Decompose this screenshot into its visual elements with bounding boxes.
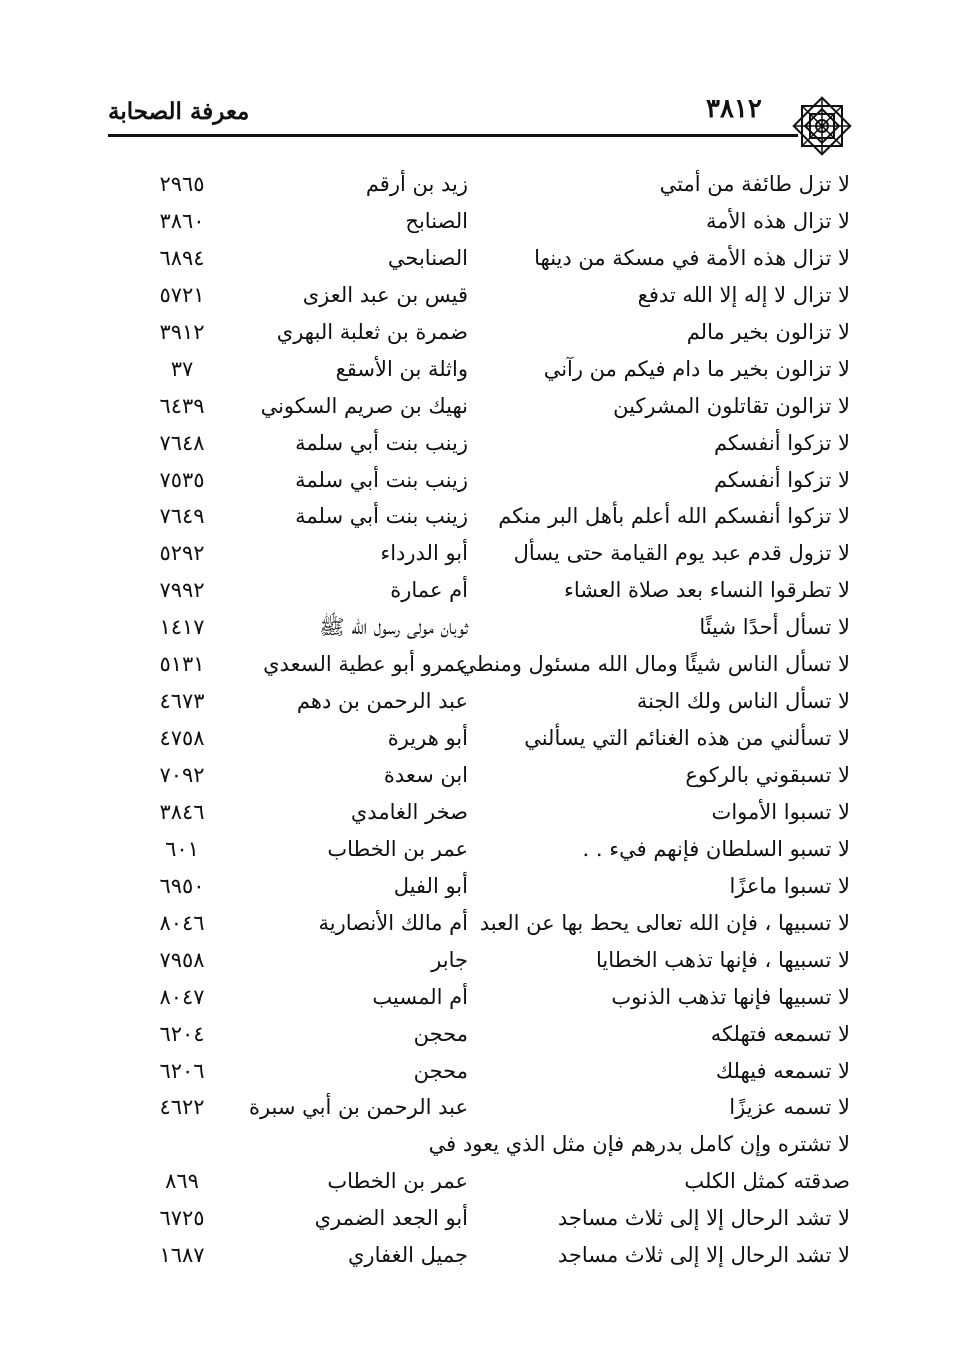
hadith-text: لا تسبيها ، فإنها تذهب الخطايا bbox=[595, 947, 850, 972]
reference-number: ٤٦٢٢ bbox=[159, 1095, 205, 1120]
hadith-text: لا تطرقوا النساء بعد صلاة العشاء bbox=[563, 578, 850, 603]
list-item bbox=[108, 979, 850, 1016]
reference-number: ٦٠١ bbox=[165, 836, 199, 861]
hadith-text: لا تسأل الناس شيئًا ومال الله مسئول ومنطي bbox=[459, 652, 850, 677]
narrator-name: واثلة بن الأسقع bbox=[335, 356, 468, 381]
list-item bbox=[108, 535, 850, 572]
reference-number: ١٦٨٧ bbox=[159, 1243, 205, 1268]
hadith-text: لا تسبو السلطان فإنهم فيء . . bbox=[582, 836, 850, 861]
reference-number: ٧٩٥٨ bbox=[159, 947, 205, 972]
reference-number: ٣٨٤٦ bbox=[159, 799, 205, 824]
header-rule bbox=[108, 134, 798, 137]
list-item bbox=[108, 794, 850, 831]
narrator-name: جابر bbox=[431, 947, 468, 972]
narrator-name: أبو هريرة bbox=[387, 726, 468, 751]
reference-number: ٥٢٩٢ bbox=[159, 541, 205, 566]
narrator-name: أم عمارة bbox=[390, 578, 468, 603]
hadith-text: لا تزال هذه الأمة bbox=[706, 208, 850, 233]
list-item bbox=[108, 572, 850, 609]
list-item bbox=[108, 831, 850, 868]
reference-number: ٨٠٤٧ bbox=[159, 984, 205, 1009]
reference-number: ٦٩٥٠ bbox=[159, 873, 205, 898]
narrator-name: محجن bbox=[413, 1058, 468, 1083]
list-item bbox=[108, 1163, 850, 1200]
narrator-name: زيد بن أرقم bbox=[365, 172, 468, 196]
hadith-text: لا تسألني من هذه الغنائم التي يسألني bbox=[524, 726, 850, 751]
list-item bbox=[108, 388, 850, 425]
narrator-name: عمر بن الخطاب bbox=[327, 836, 468, 861]
reference-number: ٧٥٣٥ bbox=[159, 467, 205, 492]
hadith-text: لا تسأل الناس ولك الجنة bbox=[636, 689, 850, 714]
reference-number: ٦٢٠٦ bbox=[159, 1058, 205, 1083]
narrator-name: جميل الغفاري bbox=[347, 1243, 468, 1268]
reference-number: ٧٦٤٨ bbox=[159, 430, 205, 455]
narrator-name: قيس بن عبد العزى bbox=[302, 282, 468, 307]
reference-number: ٧٦٤٩ bbox=[159, 504, 205, 529]
list-item bbox=[108, 498, 850, 535]
reference-number: ٤٦٧٣ bbox=[159, 689, 205, 714]
list-item bbox=[108, 683, 850, 720]
reference-number: ٦٧٢٥ bbox=[159, 1206, 205, 1231]
list-item bbox=[108, 1089, 850, 1126]
reference-number: ٦٢٠٤ bbox=[159, 1021, 205, 1046]
narrator-name: الصنابح bbox=[405, 208, 468, 233]
narrator-name: نهيك بن صريم السكوني bbox=[260, 393, 468, 418]
narrator-name: زينب بنت أبي سلمة bbox=[295, 430, 468, 455]
list-item bbox=[108, 868, 850, 905]
reference-number: ٤٧٥٨ bbox=[159, 726, 205, 751]
reference-number: ٥١٣١ bbox=[159, 652, 205, 677]
reference-number: ٣٨٦٠ bbox=[159, 208, 205, 233]
hadith-text: لا تسبوا ماعزًا bbox=[729, 873, 850, 898]
hadith-text: لا تزال لا إله إلا الله تدفع bbox=[637, 282, 850, 307]
list-item bbox=[108, 277, 850, 314]
list-item bbox=[108, 1237, 850, 1274]
hadith-text: لا تسأل أحدًا شيئًا bbox=[699, 615, 850, 640]
list-item bbox=[108, 646, 850, 683]
narrator-name: الصنابحي bbox=[387, 245, 468, 270]
narrator-name: أم مالك الأنصارية bbox=[318, 910, 468, 935]
page-number: ٣٨١٢ bbox=[706, 94, 762, 124]
list-item bbox=[108, 203, 850, 240]
hadith-text: لا تزالون تقاتلون المشركين bbox=[613, 393, 850, 418]
list-item bbox=[108, 240, 850, 277]
list-item bbox=[108, 1126, 850, 1163]
hadith-text: لا تزل طائفة من أمتي bbox=[659, 172, 850, 196]
reference-number: ٥٧٢١ bbox=[159, 282, 205, 307]
hadith-text: لا تسبيها ، فإن الله تعالى يحط بها عن العبد bbox=[479, 910, 850, 935]
narrator-name: عبد الرحمن بن أبي سبرة bbox=[248, 1095, 468, 1120]
narrator-name: أبو الفيل bbox=[393, 873, 468, 898]
ornament-icon bbox=[788, 92, 856, 160]
hadith-text: لا تسبيها فإنها تذهب الذنوب bbox=[611, 984, 850, 1009]
list-item bbox=[108, 314, 850, 351]
hadith-text: لا تشد الرحال إلا إلى ثلاث مساجد bbox=[557, 1243, 850, 1268]
list-item bbox=[108, 1016, 850, 1053]
list-item bbox=[108, 351, 850, 388]
narrator-name: ابن سعدة bbox=[383, 763, 468, 787]
reference-number: ٣٧ bbox=[170, 356, 194, 381]
page-header bbox=[108, 92, 856, 162]
list-item bbox=[108, 757, 850, 794]
hadith-text: صدقته كمثل الكلب bbox=[684, 1169, 850, 1194]
hadith-text: لا تسمعه فتهلكه bbox=[710, 1021, 850, 1046]
list-item bbox=[108, 425, 850, 462]
reference-number: ١٤١٧ bbox=[159, 615, 205, 640]
narrator-name: ضمرة بن ثعلبة البهري bbox=[276, 319, 468, 344]
reference-number: ٧٩٩٢ bbox=[159, 578, 205, 603]
list-item bbox=[108, 1053, 850, 1090]
list-item bbox=[108, 609, 850, 646]
list-item bbox=[108, 942, 850, 979]
narrator-name: عبد الرحمن بن دهم bbox=[296, 689, 468, 714]
reference-number: ٦٨٩٤ bbox=[159, 245, 205, 270]
hadith-text: لا تسبوا الأموات bbox=[711, 799, 850, 824]
hadith-text: لا تزالون بخير مالم bbox=[686, 319, 850, 344]
list-item bbox=[108, 720, 850, 757]
hadith-text: لا تزال هذه الأمة في مسكة من دينها bbox=[534, 245, 850, 270]
hadith-text: لا تزكوا أنفسكم bbox=[713, 430, 850, 455]
list-item bbox=[108, 462, 850, 499]
hadith-text: لا تسمعه فيهلك bbox=[715, 1058, 850, 1083]
hadith-text: لا تزالون بخير ما دام فيكم من رآني bbox=[543, 356, 850, 381]
narrator-name: ثوبان مولى رسول الله ﷺ bbox=[319, 615, 468, 640]
hadith-text: لا تزكوا أنفسكم الله أعلم بأهل البر منكم bbox=[498, 504, 850, 529]
hadith-text: لا تسبقوني بالركوع bbox=[685, 763, 850, 787]
hadith-text: لا تسمه عزيزًا bbox=[729, 1095, 850, 1120]
list-item bbox=[108, 905, 850, 942]
hadith-text: لا تشد الرحال إلا إلى ثلاث مساجد bbox=[557, 1206, 850, 1231]
narrator-name: أم المسيب bbox=[372, 984, 468, 1009]
reference-number: ٦٤٣٩ bbox=[159, 393, 205, 418]
narrator-name: زينب بنت أبي سلمة bbox=[295, 504, 468, 529]
book-title: معرفة الصحابة bbox=[108, 98, 250, 125]
reference-number: ٨٠٤٦ bbox=[159, 910, 205, 935]
list-item bbox=[108, 166, 850, 203]
reference-number: ٨٦٩ bbox=[165, 1169, 199, 1194]
narrator-name: عمرو أبو عطية السعدي bbox=[263, 652, 468, 677]
reference-number: ٢٩٦٥ bbox=[159, 172, 205, 196]
hadith-text: لا تشتره وإن كامل بدرهم فإن مثل الذي يعود في bbox=[428, 1132, 850, 1157]
narrator-name: أبو الدرداء bbox=[380, 541, 468, 566]
entries-list bbox=[108, 166, 850, 1274]
hadith-text: لا تزكوا أنفسكم bbox=[713, 467, 850, 492]
list-item bbox=[108, 1200, 850, 1237]
reference-number: ٧٠٩٢ bbox=[159, 763, 205, 787]
narrator-name: أبو الجعد الضمري bbox=[314, 1206, 468, 1231]
narrator-name: صخر الغامدي bbox=[350, 799, 468, 824]
hadith-text: لا تزول قدم عبد يوم القيامة حتى يسأل bbox=[513, 541, 850, 566]
narrator-name: محجن bbox=[413, 1021, 468, 1046]
narrator-name: عمر بن الخطاب bbox=[327, 1169, 468, 1194]
reference-number: ٣٩١٢ bbox=[159, 319, 205, 344]
narrator-name: زينب بنت أبي سلمة bbox=[295, 467, 468, 492]
